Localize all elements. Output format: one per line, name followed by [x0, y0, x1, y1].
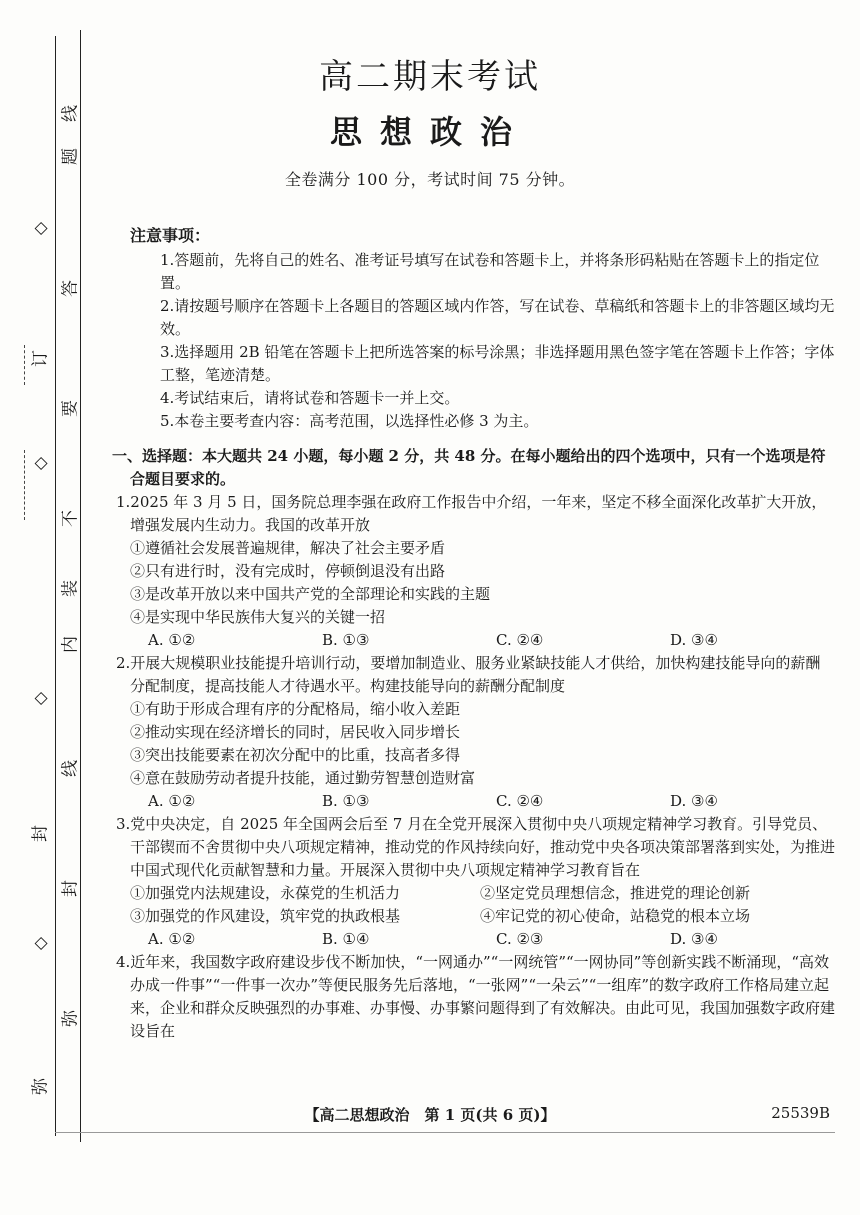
margin-char: 封 [30, 825, 51, 842]
margin-char: 线 [60, 760, 81, 777]
choice-d: D. ③④ [670, 792, 718, 810]
margin-char: 订 [30, 350, 51, 367]
margin-char: 题 [60, 148, 81, 165]
margin-char: 弥 [30, 1078, 51, 1095]
question-option: ②只有进行时，没有完成时，停顿倒退没有出路 [130, 562, 446, 580]
question-option: ④是实现中华民族伟大复兴的关键一招 [130, 608, 386, 626]
choice-b: B. ①③ [322, 792, 370, 810]
notice-item: 4.考试结束后，请将试卷和答题卡一并上交。 [160, 389, 460, 407]
diamond-icon: ◇ [30, 691, 51, 706]
question-stem: 4.近年来，我国数字政府建设步伐不断加快，“一网通办”“一网统管”“一网协同”等创新实践不断涌现，“高效办成一件事”“一件事一次办”等便民服务先后落地，“一张网”“一朵云”“一组库”的数字政府工作格局建立起来，企业和群众反映强烈的办事难、办事慢、办事繁问题得到了有效解决。由此可见，我国加强数字政府建设旨在 [116, 953, 836, 1040]
notice-item: 1.答题前，先将自己的姓名、准考证号填写在试卷和答题卡上，并将条形码粘贴在答题卡上的指定位置。 [160, 251, 820, 292]
section-heading: 一、选择题：本大题共 24 小题，每小题 2 分，共 48 分。在每小题给出的四个选项中，只有一个选项是符合题目要求的。 [112, 447, 826, 488]
diamond-icon: ◇ [30, 936, 51, 951]
choice-d: D. ③④ [670, 930, 718, 948]
question-option: ①有助于形成合理有序的分配格局，缩小收入差距 [130, 700, 461, 718]
choice-d: D. ③④ [670, 631, 718, 649]
question-option: ③突出技能要素在初次分配中的比重，技高者多得 [130, 746, 461, 764]
margin-char: 答 [60, 280, 81, 297]
exam-title: 高二期末考试 [319, 57, 541, 97]
answer-choices [116, 629, 835, 652]
question-option: ④意在鼓励劳动者提升技能，通过勤劳智慧创造财富 [130, 769, 476, 787]
question-option-grid [116, 882, 835, 928]
footer-rule [55, 1132, 835, 1133]
paper-code: 25539B [771, 1104, 830, 1122]
exam-subject: 思想政治 [329, 113, 530, 151]
choice-a: A. ①② [148, 792, 196, 810]
choice-c: C. ②④ [496, 792, 544, 810]
notice-item: 2.请按题号顺序在答题卡上各题目的答题区域内作答，写在试卷、草稿纸和答题卡上的非答题区域均无效。 [160, 297, 835, 338]
question-option: ②坚定党员理想信念，推进党的理论创新 [480, 884, 751, 902]
notice-list [130, 249, 835, 433]
margin-char: 封 [60, 880, 81, 897]
question-3 [116, 813, 835, 951]
question-option: ③加强党的作风建设，筑牢党的执政根基 [130, 907, 401, 925]
notice-heading: 注意事项： [130, 226, 211, 245]
question-stem: 1.2025 年 3 月 5 日，国务院总理李强在政府工作报告中介绍，一年来，坚定不移全面深化改革扩大开放，增强发展内生动力。我国的改革开放 [116, 493, 827, 534]
choice-a: A. ①② [148, 631, 196, 649]
margin-char: 弥 [60, 1010, 81, 1027]
question-option: ②推动实现在经济增长的同时，居民收入同步增长 [130, 723, 461, 741]
question-stem: 3.党中央决定，自 2025 年全国两会后至 7 月在全党开展深入贯彻中央八项规定精神学习教育。引导党员、干部锲而不舍贯彻中央八项规定精神，推动党的作风持续向好，推动党中央各项决策部署落到实处，为推进中国式现代化贡献智慧和力量。开展深入贯彻中央八项规定精神学习教育旨在 [116, 815, 836, 879]
margin-char: 装 [60, 580, 81, 597]
choice-c: C. ②③ [496, 930, 544, 948]
choice-a: A. ①② [148, 930, 196, 948]
margin-char: 要 [60, 400, 81, 417]
margin-char: 不 [60, 510, 81, 527]
page-footer: 【高二思想政治 第 1 页(共 6 页)】 [304, 1106, 556, 1124]
diamond-icon: ◇ [30, 221, 51, 236]
exam-info: 全卷满分 100 分，考试时间 75 分钟。 [284, 170, 576, 189]
choice-b: B. ①③ [322, 631, 370, 649]
binding-line-outer [55, 36, 56, 1136]
question-option: ①遵循社会发展普遍规律，解决了社会主要矛盾 [130, 539, 446, 557]
margin-char: 线 [60, 105, 81, 122]
notice-item: 5.本卷主要考查内容：高考范围，以选择性必修 3 为主。 [160, 412, 539, 430]
notice-item: 3.选择题用 2B 铅笔在答题卡上把所选答案的标号涂黑；非选择题用黑色签字笔在答题卡上作答；字体工整，笔迹清楚。 [160, 343, 835, 384]
question-option: ③是改革开放以来中国共产党的全部理论和实践的主题 [130, 585, 491, 603]
question-4 [116, 951, 835, 1043]
answer-choices [116, 790, 835, 813]
exam-body [112, 224, 836, 1043]
question-2 [116, 652, 835, 813]
question-stem: 2.开展大规模职业技能提升培训行动，要增加制造业、服务业紧缺技能人才供给，加快构建技能导向的薪酬分配制度，提高技能人才待遇水平。构建技能导向的薪酬分配制度 [116, 654, 821, 695]
answer-choices [116, 928, 835, 951]
margin-char: 内 [60, 636, 81, 653]
question-option: ④牢记党的初心使命，站稳党的根本立场 [480, 907, 751, 925]
question-option: ①加强党内法规建设，永葆党的生机活力 [130, 884, 401, 902]
question-1 [116, 491, 835, 652]
choice-c: C. ②④ [496, 631, 544, 649]
binding-dash-upper [24, 345, 26, 385]
diamond-icon: ◇ [30, 456, 51, 471]
choice-b: B. ①④ [322, 930, 370, 948]
binding-dash-lower [24, 450, 26, 520]
